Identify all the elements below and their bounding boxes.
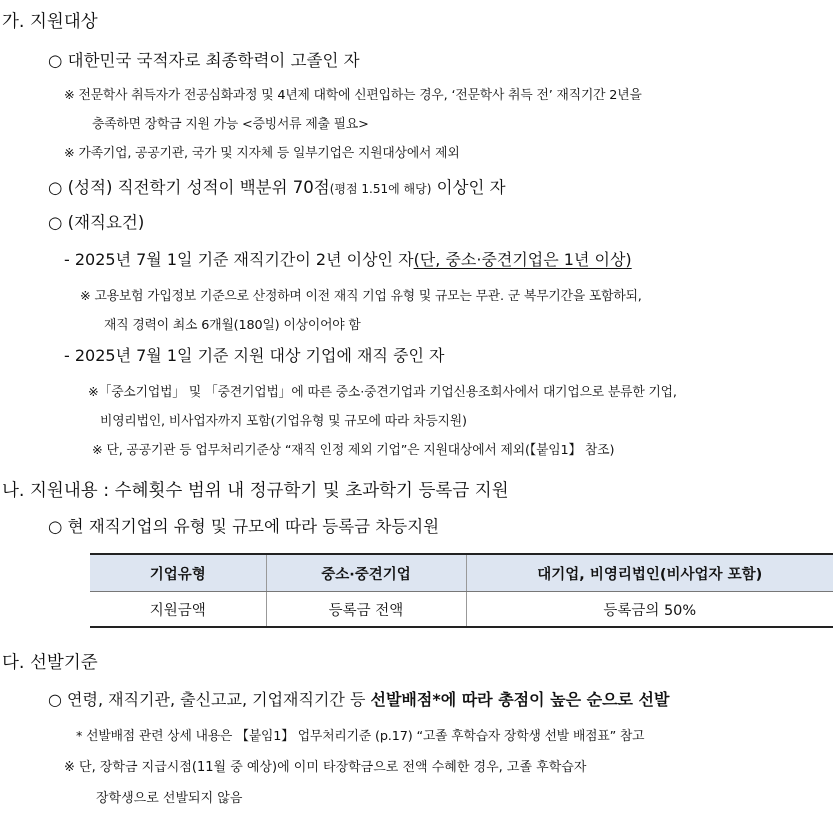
table-cell-large-company-amount: 등록금의 50%: [466, 592, 833, 628]
selection-criteria-bold: 선발배점*에 따라 총점이 높은 순으로 선발: [370, 690, 670, 709]
grades-gpa-note: (평점 1.51에 해당): [329, 182, 432, 196]
employment-period-requirement: [64, 250, 632, 269]
note-public-institutions: ※ 단, 공공기관 등 업무처리기준상 “재직 인정 제외 기업”은 지원대상에서 제외(【붙임1】 참조): [92, 443, 615, 458]
eligibility-employment: ○ (재직요건): [48, 213, 145, 232]
selection-criteria-main: ○ 연령, 재직기관, 출신고교, 기업재직기간 등: [48, 690, 371, 709]
table-header-row: [90, 554, 833, 592]
grades-end: 이상인 자: [431, 178, 506, 197]
table-header-large-company: 대기업, 비영리법인(비사업자 포함): [466, 554, 833, 592]
note-selection-score-table: * 선발배점 관련 상세 내용은 【붙임1】 업무처리기준 (p.17) “고졸 후학습자 장학생 선발 배점표” 참고: [76, 729, 645, 744]
section-c-heading: 다. 선발기준: [2, 653, 98, 673]
grades-main: ○ (성적) 직전학기 성적이 백분위 70점: [48, 178, 330, 197]
table-cell-support-amount-label: 지원금액: [90, 592, 266, 628]
note-associate-degree-line1: ※ 전문학사 취득자가 전공심화과정 및 4년제 대학에 신편입하는 경우, ‘전문학사 취득 전’ 재직기간 2년을: [64, 88, 642, 103]
table-row: [90, 592, 833, 628]
support-differential: ○ 현 재직기업의 유형 및 규모에 따라 등록금 차등지원: [48, 517, 440, 536]
note-employment-insurance-line1: ※ 고용보험 가입정보 기준으로 산정하며 이전 재직 기업 유형 및 규모는 무관. 군 복무기간을 포함하되,: [80, 289, 642, 304]
employment-period-main: - 2025년 7월 1일 기준 재직기간이 2년 이상인 자: [64, 250, 414, 269]
eligibility-nationality: ○ 대한민국 국적자로 최종학력이 고졸인 자: [48, 51, 360, 70]
note-company-types-line2: 비영리법인, 비사업자까지 포함(기업유형 및 규모에 따라 차등지원): [100, 414, 467, 429]
note-other-scholarship-line1: ※ 단, 장학금 지급시점(11월 중 예상)에 이미 타장학금으로 전액 수혜한 경우, 고졸 후학습자: [64, 760, 587, 775]
eligibility-grades: [48, 178, 506, 198]
selection-criteria: [48, 690, 669, 709]
support-amount-table: [90, 553, 833, 628]
table-cell-sme-amount: 등록금 전액: [266, 592, 466, 628]
note-associate-degree-line2: 충족하면 장학금 지원 가능 <증빙서류 제출 필요>: [92, 117, 369, 132]
note-other-scholarship-line2: 장학생으로 선발되지 않음: [96, 791, 243, 806]
section-a-heading: 가. 지원대상: [2, 12, 98, 32]
note-employment-insurance-line2: 재직 경력이 최소 6개월(180일) 이상이어야 함: [104, 318, 361, 333]
table-header-sme: 중소·중견기업: [266, 554, 466, 592]
employment-company-requirement: - 2025년 7월 1일 기준 지원 대상 기업에 재직 중인 자: [64, 346, 445, 365]
note-excluded-companies: ※ 가족기업, 공공기관, 국가 및 지자체 등 일부기업은 지원대상에서 제외: [64, 146, 460, 161]
note-company-types-line1: ※「중소기업법」 및 「중견기업법」에 따른 중소·중견기업과 기업신용조회사에서 대기업으로 분류한 기업,: [88, 385, 677, 400]
section-b-heading: 나. 지원내용 : 수혜횟수 범위 내 정규학기 및 초과학기 등록금 지원: [2, 481, 509, 501]
employment-period-sme-exception: (단, 중소·중견기업은 1년 이상): [413, 250, 632, 269]
table-header-company-type: 기업유형: [90, 554, 266, 592]
